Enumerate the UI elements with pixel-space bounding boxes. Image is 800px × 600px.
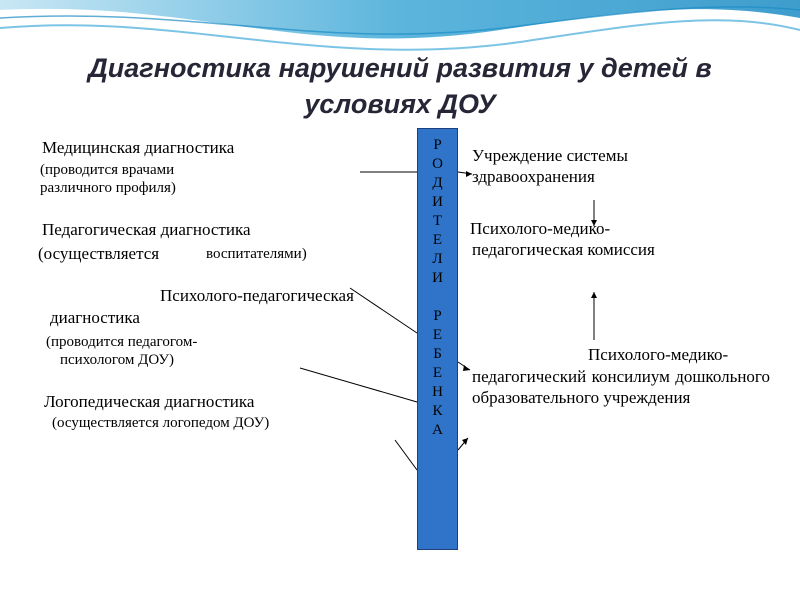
pmp-commission-line-1: Психолого-медико- — [470, 219, 611, 238]
parents-bar-letter: Д — [432, 175, 443, 191]
parents-bar-letter: К — [432, 403, 443, 419]
parents-bar-letter: О — [432, 156, 443, 172]
psych-ped-diagnostics-title-1: Психолого-педагогическая — [160, 286, 354, 305]
page-title: Диагностика нарушений развития у детей в условиях ДОУ — [88, 53, 712, 119]
medical-diagnostics-note-1: (проводится врачами — [40, 162, 175, 178]
parents-bar-letter: Е — [432, 232, 443, 248]
psych-ped-diagnostics-note-2: психологом ДОУ) — [60, 352, 175, 368]
pmp-council-line-2: педагогический консилиум дошкольного образовательного учреждения — [472, 367, 770, 407]
parents-bar-letter: А — [432, 422, 443, 438]
pmp-council-line-1: Психолого-медико- — [588, 345, 729, 364]
parents-bar-letter: Р — [433, 137, 442, 153]
health-institution-line-2: здравоохранения — [472, 167, 595, 186]
parents-bar-letter: Е — [432, 365, 443, 381]
parents-bar-letter: Л — [432, 251, 443, 267]
parents-bar-letter: Б — [433, 346, 442, 362]
speech-diagnostics-note: (осуществляется логопедом ДОУ) — [52, 415, 270, 431]
pedagogical-diagnostics-note-a: (осуществляется — [38, 244, 160, 263]
health-institution-line-1: Учреждение системы — [472, 146, 628, 165]
medical-diagnostics-title: Медицинская диагностика — [42, 138, 235, 157]
parents-bar-letter: Т — [432, 213, 443, 229]
parents-bar-letter: Р — [433, 308, 442, 324]
speech-diagnostics-title: Логопедическая диагностика — [44, 392, 255, 411]
parents-bar-letter: И — [432, 194, 443, 210]
psych-ped-diagnostics-title-2: диагностика — [50, 308, 140, 327]
parents-bar-letter: Е — [432, 327, 443, 343]
pmp-commission-line-2: педагогическая комиссия — [472, 240, 655, 259]
medical-diagnostics-note-2: различного профиля) — [40, 180, 176, 196]
pedagogical-diagnostics-title: Педагогическая диагностика — [42, 220, 251, 239]
pedagogical-diagnostics-note-b: воспитателями) — [206, 246, 307, 262]
parents-bar-letter: И — [432, 270, 443, 286]
psych-ped-diagnostics-note-1: (проводится педагогом- — [46, 334, 198, 350]
parents-bar-letter: Н — [432, 384, 443, 400]
